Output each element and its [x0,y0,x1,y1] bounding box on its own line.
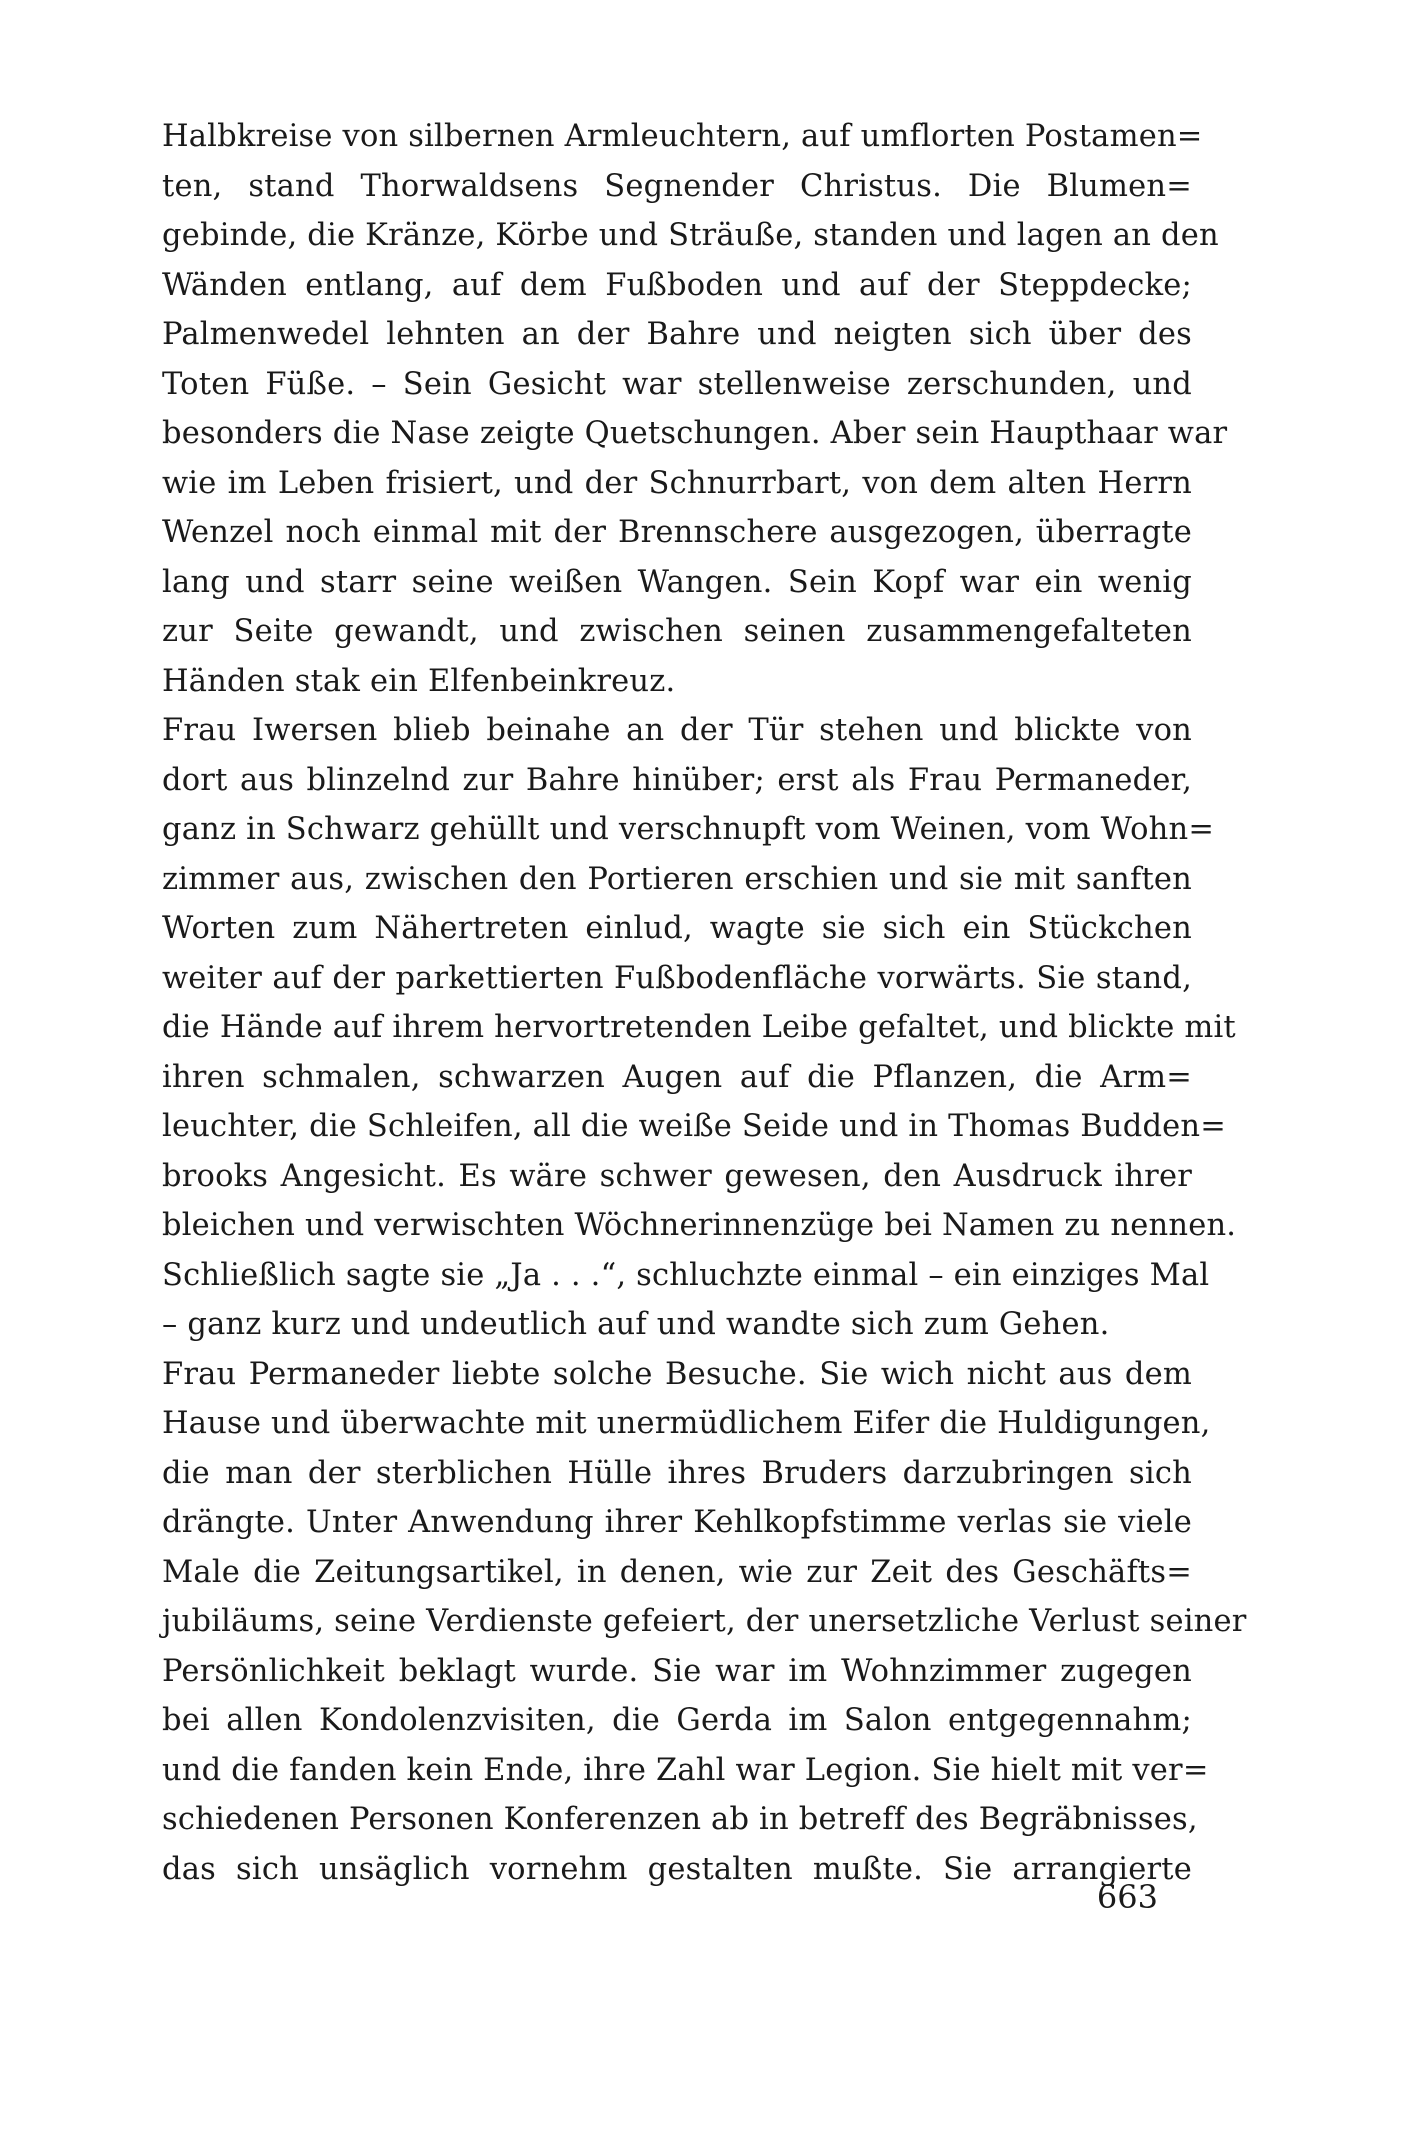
text-line: zimmer aus, zwischen den Portieren erschien und sie mit sanften [162,861,1192,897]
text-line: ganz in Schwarz gehüllt und verschnupft vom Weinen, vom Wohn= [162,812,1215,847]
text-line: die man der sterblichen Hülle ihres Bruders darzubringen sich [162,1455,1192,1491]
text-line: weiter auf der parkettierten Fußbodenfläche vorwärts. Sie stand, [162,960,1192,996]
text-line: Frau Permaneder liebte solche Besuche. Sie wich nicht aus dem [162,1356,1192,1392]
body-text [162,112,1247,1894]
text-line: bei allen Kondolenzvisiten, die Gerda im Salon entgegennahm; [162,1703,1192,1738]
text-line: Persönlichkeit beklagt wurde. Sie war im Wohnzimmer zugegen [162,1653,1192,1689]
text-line: Händen stak ein Elfenbeinkreuz. [162,663,676,699]
text-line: Hause und überwachte mit unermüdlichem Eifer die Huldigungen, [162,1406,1211,1441]
text-line: Halbkreise von silbernen Armleuchtern, auf umflorten Postamen= [162,119,1203,154]
text-line: und die fanden kein Ende, ihre Zahl war Legion. Sie hielt mit ver= [162,1752,1209,1788]
text-line: besonders die Nase zeigte Quetschungen. Aber sein Haupthaar war [162,416,1228,451]
text-line: Schließlich sagte sie „Ja . . .“, schluchzte einmal – ein einziges Mal [162,1257,1210,1293]
page-number: 663 [1096,1878,1158,1916]
text-line: dort aus blinzelnd zur Bahre hinüber; erst als Frau Permaneder, [162,762,1192,798]
text-line: Worten zum Nähertreten einlud, wagte sie sich ein Stückchen [162,911,1192,946]
text-line: – ganz kurz und undeutlich auf und wandte sich zum Gehen. [162,1307,1110,1342]
text-line: lang und starr seine weißen Wangen. Sein Kopf war ein wenig [162,564,1192,600]
text-line: ten, stand Thorwaldsens Segnender Christus. Die Blumen= [162,168,1192,204]
text-line: Wänden entlang, auf dem Fußboden und auf der Steppdecke; [162,267,1192,303]
text-line: Palmenwedel lehnten an der Bahre und neigten sich über des [162,317,1192,352]
text-line: jubiläums, seine Verdienste gefeiert, der unersetzliche Verlust seiner [162,1604,1247,1639]
text-line: Wenzel noch einmal mit der Brennschere ausgezogen, überragte [162,515,1192,550]
text-line: Male die Zeitungsartikel, in denen, wie zur Zeit des Geschäfts= [162,1554,1192,1590]
text-line: zur Seite gewandt, und zwischen seinen zusammengefalteten [162,614,1192,649]
text-line: bleichen und verwischten Wöchnerinnenzüge bei Namen zu nennen. [162,1208,1237,1243]
text-line: schiedenen Personen Konferenzen ab in betreff des Begräbnisses, [162,1802,1198,1837]
text-line: brooks Angesicht. Es wäre schwer gewesen, den Ausdruck ihrer [162,1158,1192,1194]
text-line: Frau Iwersen blieb beinahe an der Tür stehen und blickte von [162,713,1192,748]
text-line: drängte. Unter Anwendung ihrer Kehlkopfstimme verlas sie viele [162,1505,1192,1540]
text-line: die Hände auf ihrem hervortretenden Leibe gefaltet, und blickte mit [162,1010,1236,1045]
text-line: das sich unsäglich vornehm gestalten mußte. Sie arrangierte [162,1851,1192,1887]
text-line: gebinde, die Kränze, Körbe und Sträuße, standen und lagen an den [162,218,1219,253]
text-line: ihren schmalen, schwarzen Augen auf die Pflanzen, die Arm= [162,1059,1192,1095]
text-line: leuchter, die Schleifen, all die weiße Seide und in Thomas Budden= [162,1109,1227,1144]
text-line: wie im Leben frisiert, und der Schnurrbart, von dem alten Herrn [162,465,1192,501]
text-line: Toten Füße. – Sein Gesicht war stellenweise zerschunden, und [162,366,1192,402]
